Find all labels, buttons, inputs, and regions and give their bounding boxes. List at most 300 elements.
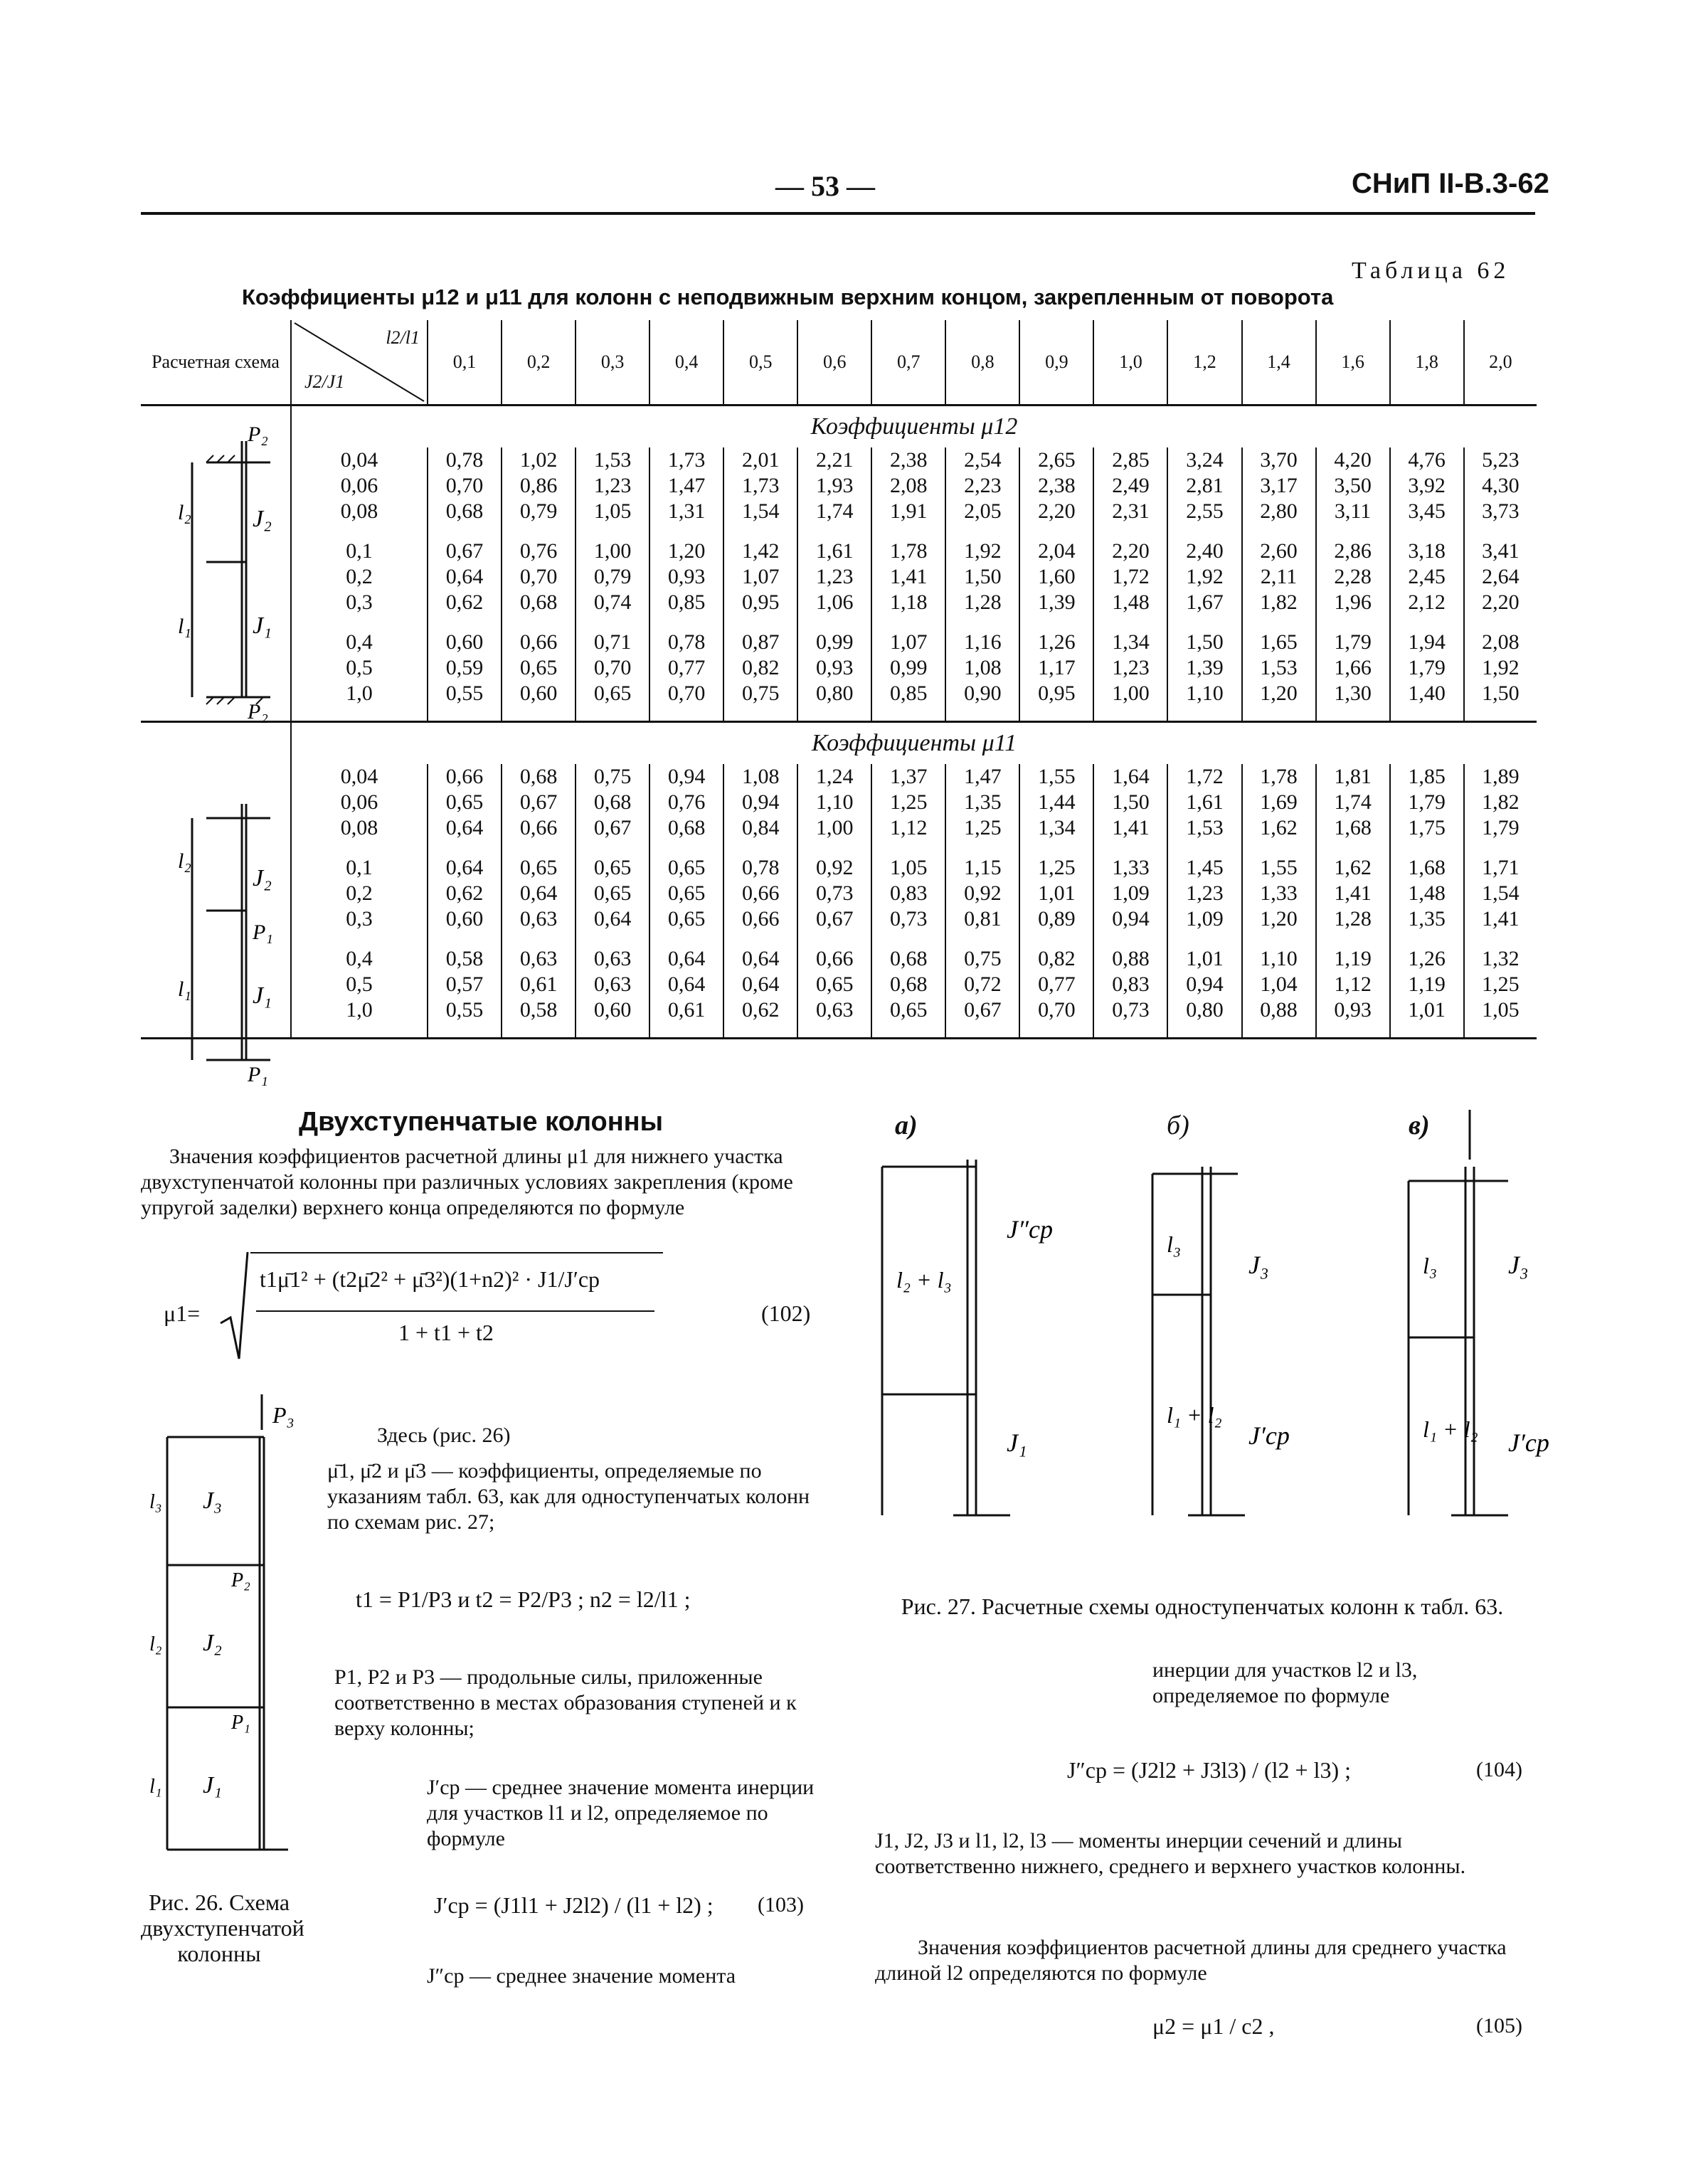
table-cell: 1,40 xyxy=(1390,681,1464,706)
table-cell: 0,89 xyxy=(1019,906,1093,932)
column-header: 2,0 xyxy=(1464,320,1537,405)
table-cell: 0,68 xyxy=(871,972,945,997)
svg-text:l₂: l₂ xyxy=(178,501,191,524)
table-row xyxy=(141,655,1537,681)
table-cell: 3,24 xyxy=(1167,447,1241,473)
table-cell: 0,65 xyxy=(649,855,723,881)
formula-104: J″ср = (J2l2 + J3l3) / (l2 + l3) ; xyxy=(1067,1757,1351,1783)
table-cell: 2,45 xyxy=(1390,564,1464,590)
table-cell: 1,18 xyxy=(871,590,945,615)
column-header: 1,0 xyxy=(1093,320,1167,405)
row-key: 1,0 xyxy=(346,998,373,1022)
table-cell: 0,60 xyxy=(502,681,576,706)
table-cell: 1,12 xyxy=(1316,972,1390,997)
page-number: — 53 — xyxy=(775,170,875,202)
table-cell: 1,10 xyxy=(797,790,871,815)
table-cell: 0,58 xyxy=(428,946,502,972)
table-cell: 1,39 xyxy=(1167,655,1241,681)
coefficient-table xyxy=(141,320,1537,1039)
table-cell: 1,45 xyxy=(1167,855,1241,881)
table-cell: 2,60 xyxy=(1242,539,1316,564)
f102-number: (102) xyxy=(761,1300,811,1326)
table-cell: 0,75 xyxy=(723,681,797,706)
table-cell: 0,81 xyxy=(945,906,1019,932)
table-cell: 0,66 xyxy=(502,630,576,655)
table-row xyxy=(141,630,1537,655)
table-cell: 3,41 xyxy=(1464,539,1537,564)
table-cell: 1,33 xyxy=(1242,881,1316,906)
column-header: 1,8 xyxy=(1390,320,1464,405)
document-code: СНиП II-В.3-62 xyxy=(1352,168,1549,199)
table-cell: 1,48 xyxy=(1093,590,1167,615)
table-cell: 0,64 xyxy=(649,972,723,997)
table-cell: 2,11 xyxy=(1242,564,1316,590)
row-key: 0,1 xyxy=(346,539,373,563)
diagonal-header xyxy=(291,320,428,405)
table-cell: 1,05 xyxy=(1464,997,1537,1023)
fig27-label-b: б) xyxy=(1167,1110,1189,1140)
table-cell: 1,08 xyxy=(945,655,1019,681)
table-cell: 0,88 xyxy=(1242,997,1316,1023)
table-cell: 1,15 xyxy=(945,855,1019,881)
table-cell: 0,62 xyxy=(723,997,797,1023)
table-cell: 0,74 xyxy=(576,590,649,615)
table-cell: 1,05 xyxy=(576,499,649,524)
table-cell: 1,20 xyxy=(1242,681,1316,706)
table-cell: 0,70 xyxy=(649,681,723,706)
column-header: 0,4 xyxy=(649,320,723,405)
table-cell: 0,66 xyxy=(723,881,797,906)
table-row xyxy=(141,590,1537,615)
table-cell: 0,90 xyxy=(945,681,1019,706)
table-cell: 1,16 xyxy=(945,630,1019,655)
table-cell: 0,68 xyxy=(871,946,945,972)
table-row xyxy=(141,539,1537,564)
table-cell: 0,64 xyxy=(723,972,797,997)
table-cell: 3,70 xyxy=(1242,447,1316,473)
table-cell: 1,78 xyxy=(1242,764,1316,790)
table-cell: 0,76 xyxy=(649,790,723,815)
formula-105: μ2 = μ1 / c2 , xyxy=(1152,2013,1275,2039)
svg-text:J₁: J₁ xyxy=(203,1772,222,1798)
table-cell: 0,68 xyxy=(428,499,502,524)
table-cell: 1,44 xyxy=(1019,790,1093,815)
table-cell: 1,41 xyxy=(1464,906,1537,932)
table-cell: 2,65 xyxy=(1019,447,1093,473)
svg-text:J′ср: J′ср xyxy=(1248,1421,1290,1450)
row-key: 1,0 xyxy=(346,682,373,705)
table-cell: 1,05 xyxy=(871,855,945,881)
svg-text:J₁: J₁ xyxy=(253,613,272,639)
table-cell: 1,30 xyxy=(1316,681,1390,706)
table-cell: 2,05 xyxy=(945,499,1019,524)
table-cell: 0,75 xyxy=(576,764,649,790)
column-header: 1,4 xyxy=(1242,320,1316,405)
table-cell: 1,66 xyxy=(1316,655,1390,681)
svg-text:J₂: J₂ xyxy=(203,1630,222,1656)
sqrt-sign xyxy=(221,1252,249,1366)
table-cell: 1,92 xyxy=(1464,655,1537,681)
def-jcp1: J′ср — среднее значение момента инерции для участков l1 и l2, определяемое по формуле xyxy=(427,1776,815,1850)
table-cell: 3,73 xyxy=(1464,499,1537,524)
table-cell: 1,25 xyxy=(1464,972,1537,997)
fig27-drawing xyxy=(854,1110,1549,1551)
table-cell: 0,66 xyxy=(723,906,797,932)
table-title: Коэффициенты μ12 и μ11 для колонн с неподвижным верхним концом, закрепленным от поворота xyxy=(242,285,1334,309)
table-cell: 0,79 xyxy=(502,499,576,524)
table-cell: 1,41 xyxy=(1316,881,1390,906)
table-cell: 1,20 xyxy=(1242,906,1316,932)
svg-text:l₁ + l₂: l₁ + l₂ xyxy=(1167,1402,1222,1428)
table-cell: 1,26 xyxy=(1019,630,1093,655)
table-cell: 0,70 xyxy=(428,473,502,499)
table-cell: 0,65 xyxy=(871,997,945,1023)
table-cell: 1,93 xyxy=(797,473,871,499)
table-cell: 2,08 xyxy=(871,473,945,499)
table-cell: 1,26 xyxy=(1390,946,1464,972)
table-cell: 0,80 xyxy=(797,681,871,706)
table-cell: 0,77 xyxy=(649,655,723,681)
table-cell: 0,83 xyxy=(1093,972,1167,997)
table-cell: 1,92 xyxy=(945,539,1019,564)
table-cell: 1,17 xyxy=(1019,655,1093,681)
svg-text:J₁: J₁ xyxy=(253,982,272,1009)
table-cell: 0,55 xyxy=(428,681,502,706)
svg-text:P₂: P₂ xyxy=(231,1569,250,1591)
table-cell: 0,64 xyxy=(428,855,502,881)
table-cell: 0,67 xyxy=(576,815,649,841)
def-p: P1, P2 и P3 — продольные силы, приложенные соответственно в местах образования ступеней и к верху колонны; xyxy=(334,1665,797,1740)
table-cell: 0,95 xyxy=(1019,681,1093,706)
table-cell: 0,58 xyxy=(502,997,576,1023)
fig26-drawing xyxy=(146,1394,324,1878)
column-header: 0,8 xyxy=(945,320,1019,405)
table-cell: 1,74 xyxy=(797,499,871,524)
table-cell: 1,50 xyxy=(945,564,1019,590)
table-cell: 0,76 xyxy=(502,539,576,564)
table-cell: 1,01 xyxy=(1390,997,1464,1023)
table-cell: 2,38 xyxy=(871,447,945,473)
svg-text:l₁: l₁ xyxy=(178,615,191,638)
table-cell: 0,85 xyxy=(649,590,723,615)
table-cell: 0,67 xyxy=(945,997,1019,1023)
svg-text:P₃: P₃ xyxy=(272,1402,295,1428)
svg-text:P₁: P₁ xyxy=(253,921,273,944)
fig27-caption: Рис. 27. Расчетные схемы одноступенчатых колонн к табл. 63. xyxy=(901,1594,1504,1619)
table-cell: 1,94 xyxy=(1390,630,1464,655)
table-cell: 2,49 xyxy=(1093,473,1167,499)
f102-lhs: μ1= xyxy=(164,1300,201,1326)
column-header: 0,6 xyxy=(797,320,871,405)
table-row xyxy=(141,946,1537,972)
def-mu: μ̄1, μ̄2 и μ̄3 — коэффициенты, определяемые по указаниям табл. 63, как для одноступенчатых колонн по схемам рис. 27; xyxy=(327,1459,810,1534)
table-cell: 3,17 xyxy=(1242,473,1316,499)
table-cell: 0,64 xyxy=(502,881,576,906)
f104-number: (104) xyxy=(1476,1758,1522,1781)
table-cell: 1,32 xyxy=(1464,946,1537,972)
table-cell: 2,64 xyxy=(1464,564,1537,590)
table-cell: 0,79 xyxy=(576,564,649,590)
svg-text:P₁: P₁ xyxy=(248,1063,268,1086)
table-cell: 1,73 xyxy=(649,447,723,473)
table-cell: 0,68 xyxy=(649,815,723,841)
table-cell: 0,65 xyxy=(649,881,723,906)
table-cell: 1,61 xyxy=(1167,790,1241,815)
table-cell: 1,72 xyxy=(1167,764,1241,790)
table-cell: 1,55 xyxy=(1242,855,1316,881)
row-key: 0,2 xyxy=(346,881,373,905)
table-cell: 0,55 xyxy=(428,997,502,1023)
table-cell: 1,61 xyxy=(797,539,871,564)
table-cell: 1,34 xyxy=(1019,815,1093,841)
table-cell: 1,68 xyxy=(1390,855,1464,881)
table-cell: 0,66 xyxy=(502,815,576,841)
table-cell: 0,85 xyxy=(871,681,945,706)
table-cell: 0,94 xyxy=(1093,906,1167,932)
svg-text:l₁ + l₂: l₁ + l₂ xyxy=(1423,1416,1478,1442)
table-cell: 0,65 xyxy=(502,855,576,881)
svg-text:P₂: P₂ xyxy=(248,423,268,446)
table-cell: 1,23 xyxy=(797,564,871,590)
table-cell: 0,71 xyxy=(576,630,649,655)
table-cell: 1,53 xyxy=(1242,655,1316,681)
table-cell: 0,80 xyxy=(1167,997,1241,1023)
svg-text:J₃: J₃ xyxy=(1508,1251,1529,1279)
diag-top-label: l2/l1 xyxy=(386,327,420,348)
svg-text:J₃: J₃ xyxy=(1248,1251,1269,1279)
table-cell: 1,48 xyxy=(1390,881,1464,906)
table-cell: 0,59 xyxy=(428,655,502,681)
table-cell: 0,61 xyxy=(649,997,723,1023)
column-header: 1,6 xyxy=(1316,320,1390,405)
table-cell: 1,82 xyxy=(1464,790,1537,815)
table-cell: 1,74 xyxy=(1316,790,1390,815)
table-cell: 0,68 xyxy=(502,590,576,615)
table-cell: 1,42 xyxy=(723,539,797,564)
table-row xyxy=(141,815,1537,841)
table-cell: 1,50 xyxy=(1167,630,1241,655)
table-cell: 2,01 xyxy=(723,447,797,473)
table-cell: 1,28 xyxy=(1316,906,1390,932)
table-cell: 2,31 xyxy=(1093,499,1167,524)
table-cell: 0,95 xyxy=(723,590,797,615)
table-cell: 0,65 xyxy=(576,681,649,706)
table-cell: 0,66 xyxy=(797,946,871,972)
table-row xyxy=(141,681,1537,706)
table-cell: 0,65 xyxy=(649,906,723,932)
table-row xyxy=(141,881,1537,906)
mid-paragraph: Значения коэффициентов расчетной длины для среднего участка длиной l2 определяются по формуле xyxy=(875,1936,1507,1985)
table-cell: 4,20 xyxy=(1316,447,1390,473)
table-row xyxy=(141,499,1537,524)
table-cell: 1,91 xyxy=(871,499,945,524)
header-rule xyxy=(141,212,1535,215)
table-cell: 0,92 xyxy=(797,855,871,881)
table-cell: 0,62 xyxy=(428,881,502,906)
table-cell: 1,62 xyxy=(1242,815,1316,841)
table-cell: 1,23 xyxy=(576,473,649,499)
row-key: 0,04 xyxy=(340,448,378,472)
table-cell: 0,70 xyxy=(1019,997,1093,1023)
table-cell: 1,10 xyxy=(1242,946,1316,972)
table-cell: 0,73 xyxy=(871,906,945,932)
scheme-mu12-drawing xyxy=(164,420,299,733)
table-cell: 1,60 xyxy=(1019,564,1093,590)
table-cell: 1,68 xyxy=(1316,815,1390,841)
table-cell: 0,99 xyxy=(797,630,871,655)
table-cell: 2,85 xyxy=(1093,447,1167,473)
row-key: 0,08 xyxy=(340,499,378,523)
table-label: Таблица 62 xyxy=(1352,258,1510,284)
table-cell: 0,93 xyxy=(649,564,723,590)
table-cell: 1,64 xyxy=(1093,764,1167,790)
table-cell: 0,64 xyxy=(576,906,649,932)
table-cell: 2,81 xyxy=(1167,473,1241,499)
table-cell: 1,01 xyxy=(1167,946,1241,972)
table-cell: 2,86 xyxy=(1316,539,1390,564)
table-cell: 1,35 xyxy=(1390,906,1464,932)
table-cell: 2,38 xyxy=(1019,473,1093,499)
fig26-caption: Рис. 26. Схема двухступенчатой колонны xyxy=(141,1889,304,1966)
table-cell: 1,07 xyxy=(723,564,797,590)
table-cell: 0,83 xyxy=(871,881,945,906)
table-cell: 0,57 xyxy=(428,972,502,997)
column-header: 0,7 xyxy=(871,320,945,405)
table-cell: 0,78 xyxy=(723,855,797,881)
table-cell: 1,50 xyxy=(1464,681,1537,706)
column-header: 0,2 xyxy=(502,320,576,405)
table-cell: 1,73 xyxy=(723,473,797,499)
group-title: Коэффициенты μ12 xyxy=(810,413,1018,440)
table-cell: 0,67 xyxy=(797,906,871,932)
table-cell: 0,65 xyxy=(428,790,502,815)
svg-text:J′ср: J′ср xyxy=(1508,1428,1549,1457)
row-key: 0,2 xyxy=(346,565,373,588)
section-title: Двухступенчатые колонны xyxy=(299,1107,664,1137)
table-cell: 2,21 xyxy=(797,447,871,473)
table-cell: 1,01 xyxy=(1019,881,1093,906)
table-cell: 2,23 xyxy=(945,473,1019,499)
table-cell: 0,93 xyxy=(1316,997,1390,1023)
table-cell: 0,94 xyxy=(649,764,723,790)
row-key: 0,06 xyxy=(340,474,378,497)
table-cell: 1,54 xyxy=(1464,881,1537,906)
table-cell: 0,63 xyxy=(576,946,649,972)
table-cell: 1,25 xyxy=(871,790,945,815)
table-cell: 0,65 xyxy=(502,655,576,681)
table-cell: 1,24 xyxy=(797,764,871,790)
f103-number: (103) xyxy=(758,1893,804,1917)
table-cell: 0,88 xyxy=(1093,946,1167,972)
table-cell: 1,85 xyxy=(1390,764,1464,790)
column-header: 0,3 xyxy=(576,320,649,405)
table-cell: 0,87 xyxy=(723,630,797,655)
table-cell: 1,02 xyxy=(502,447,576,473)
scheme-mu11-drawing xyxy=(164,790,299,1103)
svg-text:l₂: l₂ xyxy=(149,1633,162,1655)
table-row xyxy=(141,764,1537,790)
table-cell: 1,79 xyxy=(1316,630,1390,655)
f102-numerator: t1μ̄1² + (t2μ̄2² + μ̄3²)(1+n2)² · J1/J′ср xyxy=(260,1266,600,1292)
table-cell: 0,67 xyxy=(428,539,502,564)
table-cell: 3,92 xyxy=(1390,473,1464,499)
svg-text:l₃: l₃ xyxy=(1423,1253,1438,1278)
table-cell: 1,41 xyxy=(1093,815,1167,841)
table-cell: 0,78 xyxy=(649,630,723,655)
f102-denominator: 1 + t1 + t2 xyxy=(398,1320,494,1345)
table-cell: 1,47 xyxy=(945,764,1019,790)
row-key: 0,06 xyxy=(340,790,378,814)
table-cell: 1,33 xyxy=(1093,855,1167,881)
table-cell: 1,89 xyxy=(1464,764,1537,790)
svg-text:P₁: P₁ xyxy=(231,1712,250,1734)
table-cell: 3,50 xyxy=(1316,473,1390,499)
table-cell: 1,10 xyxy=(1167,681,1241,706)
svg-text:l₂: l₂ xyxy=(178,849,191,873)
row-key: 0,3 xyxy=(346,590,373,614)
table-cell: 1,28 xyxy=(945,590,1019,615)
table-cell: 1,23 xyxy=(1093,655,1167,681)
table-cell: 1,65 xyxy=(1242,630,1316,655)
row-key: 0,4 xyxy=(346,947,373,970)
table-cell: 1,79 xyxy=(1390,790,1464,815)
table-cell: 0,61 xyxy=(502,972,576,997)
table-cell: 1,06 xyxy=(797,590,871,615)
row-key: 0,1 xyxy=(346,856,373,879)
table-cell: 5,23 xyxy=(1464,447,1537,473)
table-row xyxy=(141,447,1537,473)
table-cell: 0,64 xyxy=(428,564,502,590)
table-row xyxy=(141,997,1537,1023)
table-cell: 2,12 xyxy=(1390,590,1464,615)
column-header: 0,5 xyxy=(723,320,797,405)
table-cell: 1,12 xyxy=(871,815,945,841)
table-cell: 2,20 xyxy=(1019,499,1093,524)
table-cell: 2,55 xyxy=(1167,499,1241,524)
table-cell: 0,68 xyxy=(502,764,576,790)
table-cell: 1,79 xyxy=(1390,655,1464,681)
table-cell: 3,18 xyxy=(1390,539,1464,564)
row-key: 0,5 xyxy=(346,656,373,679)
table-cell: 0,94 xyxy=(1167,972,1241,997)
table-cell: 1,19 xyxy=(1390,972,1464,997)
table-cell: 0,62 xyxy=(428,590,502,615)
table-cell: 2,20 xyxy=(1093,539,1167,564)
table-cell: 0,65 xyxy=(576,855,649,881)
column-header: 0,1 xyxy=(428,320,502,405)
column-header: 0,9 xyxy=(1019,320,1093,405)
svg-text:J₁: J₁ xyxy=(1007,1428,1027,1457)
table-cell: 2,08 xyxy=(1464,630,1537,655)
table-cell: 1,81 xyxy=(1316,764,1390,790)
table-cell: 1,92 xyxy=(1167,564,1241,590)
table-cell: 1,25 xyxy=(1019,855,1093,881)
table-cell: 1,09 xyxy=(1093,881,1167,906)
svg-text:l₃: l₃ xyxy=(149,1491,162,1513)
table-cell: 0,63 xyxy=(502,946,576,972)
table-cell: 0,86 xyxy=(502,473,576,499)
table-cell: 1,39 xyxy=(1019,590,1093,615)
table-cell: 0,99 xyxy=(871,655,945,681)
row-key: 0,4 xyxy=(346,630,373,654)
table-cell: 0,60 xyxy=(428,630,502,655)
table-cell: 1,54 xyxy=(723,499,797,524)
table-cell: 1,53 xyxy=(576,447,649,473)
diag-bottom-label: J2/J1 xyxy=(304,371,345,392)
f105-number: (105) xyxy=(1476,2014,1522,2037)
table-cell: 2,20 xyxy=(1464,590,1537,615)
table-cell: 1,71 xyxy=(1464,855,1537,881)
